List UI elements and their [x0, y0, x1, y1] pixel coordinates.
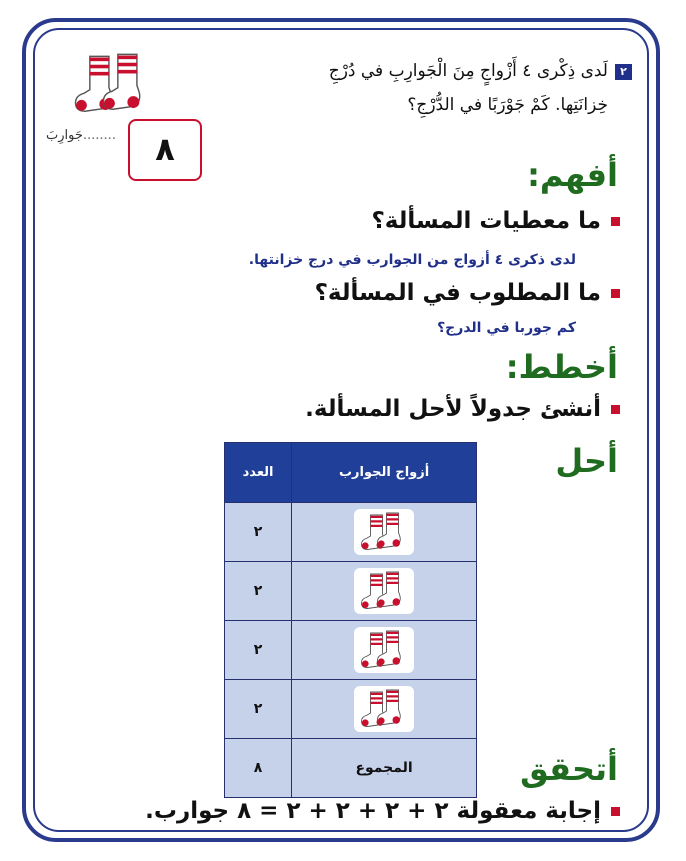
check-statement: [145, 798, 620, 824]
given-question: [371, 208, 620, 234]
answer-unit: جَوارِبَ........: [46, 128, 116, 143]
socks-table: [224, 442, 477, 798]
understand-heading: أفهم:: [527, 156, 618, 194]
answer-box: ٨: [128, 119, 202, 181]
required-question: [315, 280, 620, 306]
table-header-pairs: أزواج الجوارب: [292, 443, 477, 503]
table-row: [225, 503, 477, 562]
socks-icon: [354, 509, 414, 555]
socks-icon: [354, 568, 414, 614]
question-text: [278, 54, 608, 122]
check-statement-label: إجابة معقولة ٢ + ٢ + ٢ + ٢ = ٨ جوارب.: [145, 798, 601, 824]
question-line-1: لَدى ذِكْرى ٤ أَزْواجٍ مِنَ الْجَوارِبِ في دُرْجِ: [328, 61, 608, 81]
socks-illustration: [66, 50, 156, 120]
table-row: [225, 562, 477, 621]
plan-heading: أخطط:: [505, 348, 618, 386]
table-row: [225, 680, 477, 739]
given-answer: لدى ذكرى ٤ أزواج من الجوارب في درج خزانتها.: [248, 252, 576, 268]
socks-icon: [354, 627, 414, 673]
table-header-count: العدد: [225, 443, 292, 503]
table-total-label: المجموع: [292, 739, 477, 798]
table-cell-icon: [292, 503, 477, 562]
socks-icon: [354, 686, 414, 732]
check-heading: أتحقق: [520, 750, 618, 788]
table-cell-icon: [292, 621, 477, 680]
bullet-square: [611, 405, 620, 414]
question-number: ٢: [615, 64, 632, 80]
solve-heading: أحل: [555, 442, 618, 480]
required-question-label: ما المطلوب في المسألة؟: [314, 280, 601, 306]
table-cell-count: ٢: [225, 562, 292, 621]
table-cell-count: ٢: [225, 503, 292, 562]
required-answer: كم جوربا في الدرج؟: [437, 320, 576, 336]
question-line-2: خِزانَتِها. كَمْ جَوْرَبًا في الدُّرْجِ؟: [407, 95, 608, 115]
bullet-square: [611, 289, 620, 298]
table-cell-icon: [292, 680, 477, 739]
table-total-value: ٨: [225, 739, 292, 798]
given-question-label: ما معطيات المسألة؟: [371, 208, 601, 234]
table-cell-count: ٢: [225, 621, 292, 680]
plan-step: [305, 396, 620, 422]
bullet-square: [611, 217, 620, 226]
table-header-row: [225, 443, 477, 503]
table-cell-count: ٢: [225, 680, 292, 739]
plan-step-label: أنشئ جدولاً لأحل المسألة.: [305, 396, 601, 422]
table-row: [225, 621, 477, 680]
bullet-square: [611, 807, 620, 816]
table-cell-icon: [292, 562, 477, 621]
table-total-row: [225, 739, 477, 798]
answer-unit-label: جَوارِبَ: [46, 128, 83, 143]
